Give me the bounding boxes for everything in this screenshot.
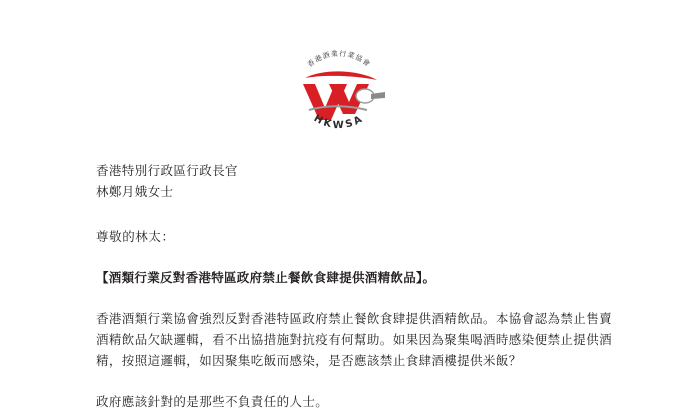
headline-line: 【酒類行業反對香港特區政府禁止餐飲食肆提供酒精飲品】。 [96,270,436,285]
addressee-line: 香港特別行政區行政長官 [96,163,238,178]
logo-container [0,44,678,130]
addressee-line: 林鄭月娥女士 [96,184,174,199]
salutation-block [96,226,590,247]
paragraph-1 [96,308,613,371]
spacer [96,202,590,226]
svg-text:HKWSA: HKWSA [311,113,367,130]
paragraph-line: 酒精飲品欠缺邏輯，看不出協措施對抗疫有何幫助。如果因為聚集喝酒時感染便禁止提供酒 [96,332,613,347]
paragraph-2 [96,391,590,412]
paragraph-line: 政府應該針對的是那些不負責任的人士。 [96,394,329,409]
spacer [96,247,590,267]
headline-block [96,267,590,288]
hkwsa-logo [285,44,393,130]
salutation-line: 尊敬的林太： [96,229,175,244]
paragraph-line: 香港酒類行業協會強烈反對香港特區政府禁止餐飲食肆提供酒精飲品。本協會認為禁止售賣 [96,311,613,326]
letter-body [96,160,613,412]
svg-text:香港酒業行業協會: 香港酒業行業協會 [306,49,372,69]
paragraph-line: 精，按照這邏輯，如因聚集吃飯而感染，是否應該禁止食肆酒樓提供米飯？ [96,353,522,368]
spacer [96,371,590,391]
addressee-block [96,160,590,202]
spacer [96,288,590,308]
